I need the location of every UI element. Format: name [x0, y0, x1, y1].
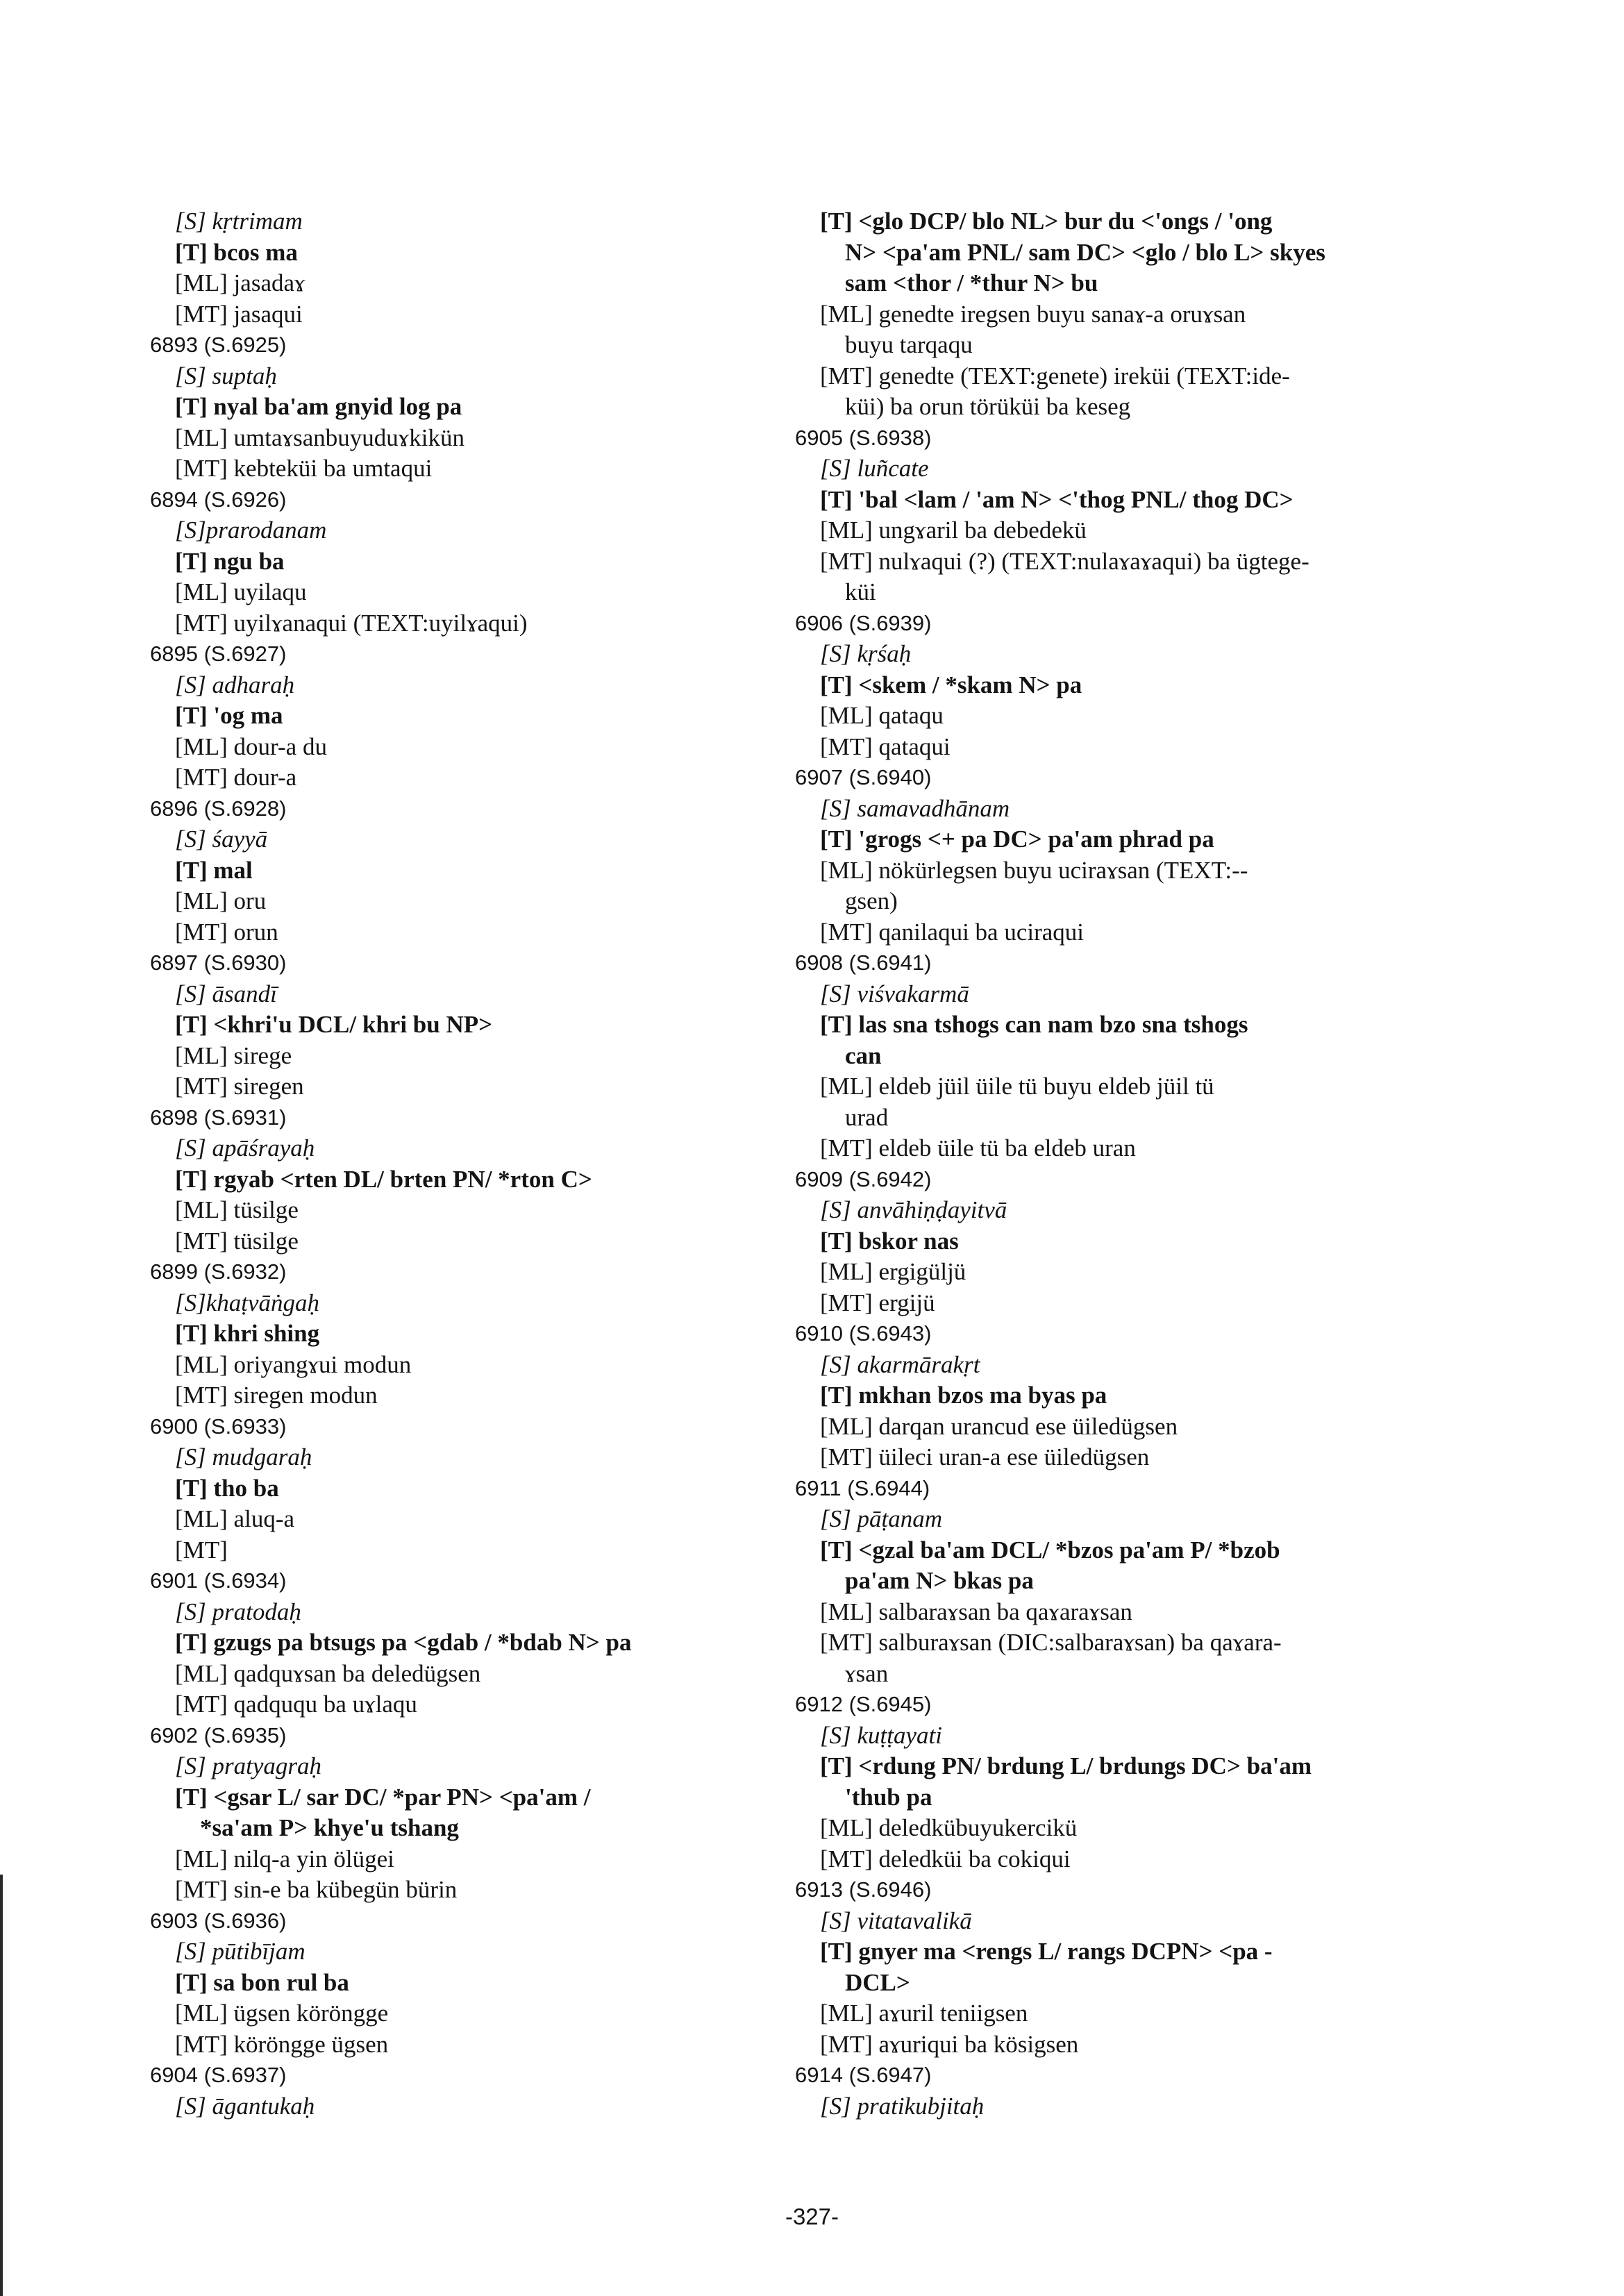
field-t: [T] nyal ba'am gnyid log pa: [175, 393, 462, 420]
entry-number: 6897 (S.6930): [150, 950, 287, 975]
field-mt: [MT] dour-a: [175, 764, 297, 791]
continuation-line: ɤsan: [845, 1659, 889, 1687]
field-s: [S] luñcate: [820, 455, 929, 482]
field-s: [S] samavadhānam: [820, 794, 1010, 822]
field-ml: [ML] aɤuril teniigsen: [820, 2000, 1028, 2027]
entry-number: 6896 (S.6928): [150, 796, 287, 821]
field-ml: [ML] nökürlegsen buyu uciraɤsan (TEXT:--: [820, 856, 1248, 884]
page-number: -327-: [785, 2204, 839, 2229]
field-ml: [ML] ergigüljü: [820, 1258, 966, 1285]
field-ml: [ML] oru: [175, 887, 267, 914]
field-t: [T] <skem / *skam N> pa: [820, 671, 1082, 698]
field-t: [T] mal: [175, 856, 253, 884]
field-ml: [ML] uyilaqu: [175, 578, 307, 605]
field-mt: [MT] qataqui: [820, 732, 951, 760]
field-t: [T] las sna tshogs can nam bzo sna tshogs: [820, 1011, 1248, 1038]
entry-number: 6899 (S.6932): [150, 1259, 287, 1284]
field-t: [T] <gsar L/ sar DC/ *par PN> <pa'am /: [175, 1783, 591, 1811]
field-t: [T] mkhan bzos ma byas pa: [820, 1382, 1107, 1409]
field-mt: [MT] deledküi ba cokiqui: [820, 1845, 1071, 1872]
field-s: [S] suptaḥ: [175, 362, 277, 389]
field-mt: [MT] üileci uran-a ese üiledügsen: [820, 1443, 1150, 1470]
field-t: [T] 'bal <lam / 'am N> <'thog PNL/ thog DC>: [820, 485, 1294, 513]
field-s: [S]prarodanam: [175, 517, 327, 544]
field-t: [T] <khri'u DCL/ khri bu NP>: [175, 1011, 493, 1038]
continuation-line: küi) ba orun törüküi ba keseg: [845, 393, 1131, 420]
field-mt: [MT] qadququ ba uɤlaqu: [175, 1691, 417, 1718]
continuation-line: urad: [845, 1103, 889, 1131]
field-ml: [ML] sirege: [175, 1041, 292, 1069]
field-s: [S] adharaḥ: [175, 671, 295, 698]
field-ml: [ML] genedte iregsen buyu sanaɤ-a oruɤsan: [820, 300, 1246, 328]
entry-number: 6894 (S.6926): [150, 487, 287, 512]
field-s: [S] apāśrayaḥ: [175, 1134, 315, 1162]
field-s: [S] kuṭṭayati: [820, 1721, 942, 1749]
entry-number: 6895 (S.6927): [150, 642, 287, 666]
field-s: [S] pūtibījam: [175, 1938, 305, 1965]
entry-number: 6902 (S.6935): [150, 1723, 287, 1748]
entry-number: 6913 (S.6946): [795, 1877, 932, 1902]
field-mt: [MT] siregen: [175, 1073, 304, 1100]
continuation-line: buyu tarqaqu: [845, 331, 973, 358]
field-s: [S] āgantukaḥ: [175, 2092, 315, 2120]
entry-number: 6912 (S.6945): [795, 1692, 932, 1716]
field-s: [S] akarmārakṛt: [820, 1350, 980, 1378]
field-mt: [MT] köröngge ügsen: [175, 2030, 389, 2058]
field-t: [T] gzugs pa btsugs pa <gdab / *bdab N> pa: [175, 1629, 632, 1656]
field-mt: [MT] uyilɤanaqui (TEXT:uyilɤaqui): [175, 609, 528, 637]
field-s: [S] vitatavalikā: [820, 1907, 972, 1934]
field-ml: [ML] jasadaɤ: [175, 269, 305, 296]
entry-number: 6906 (S.6939): [795, 610, 932, 635]
field-ml: [ML] darqan urancud ese üiledügsen: [820, 1412, 1178, 1440]
field-ml: [ML] eldeb jüil üile tü buyu eldeb jüil tü: [820, 1073, 1214, 1100]
field-ml: [ML] ungɤaril ba debedekü: [820, 517, 1087, 544]
field-s: [S] anvāhiṇḍayitvā: [820, 1196, 1007, 1223]
field-s: [S] pāṭanam: [820, 1505, 942, 1532]
field-mt: [MT] siregen modun: [175, 1382, 378, 1409]
field-ml: [ML] nilq-a yin ölügei: [175, 1845, 394, 1872]
field-t: [T] khri shing: [175, 1320, 320, 1347]
entry-number: 6910 (S.6943): [795, 1321, 932, 1346]
field-ml: [ML] ügsen köröngge: [175, 2000, 389, 2027]
field-t: [T] ngu ba: [175, 547, 285, 575]
entry-number: 6911 (S.6944): [795, 1475, 930, 1500]
field-mt: [MT] orun: [175, 918, 278, 946]
field-mt: [MT] tüsilge: [175, 1227, 299, 1255]
continuation-line: pa'am N> bkas pa: [845, 1567, 1034, 1594]
field-s: [S] mudgaraḥ: [175, 1443, 312, 1470]
continuation-line: küi: [845, 578, 876, 605]
field-t: [T] <gzal ba'am DCL/ *bzos pa'am P/ *bzob: [820, 1536, 1280, 1564]
field-t: [T] tho ba: [175, 1474, 279, 1502]
entry-number: 6903 (S.6936): [150, 1908, 287, 1933]
field-mt: [MT] nulɤaqui (?) (TEXT:nulaɤaɤaqui) ba ügtege-: [820, 547, 1309, 575]
field-t: [T] <glo DCP/ blo NL> bur du <'ongs / 'ong: [820, 208, 1273, 235]
entry-number: 6908 (S.6941): [795, 950, 932, 975]
continuation-line: sam <thor / *thur N> bu: [845, 269, 1098, 296]
entry-number: 6904 (S.6937): [150, 2063, 287, 2087]
continuation-line: can: [845, 1041, 882, 1069]
field-s: [S] viśvakarmā: [820, 980, 969, 1007]
field-mt: [MT] jasaqui: [175, 300, 303, 328]
field-s: [S] śayyā: [175, 826, 268, 853]
field-t: [T] sa bon rul ba: [175, 1968, 349, 1996]
entry-number: 6907 (S.6940): [795, 765, 932, 789]
field-mt: [MT] sin-e ba kübegün bürin: [175, 1876, 458, 1903]
field-mt: [MT] eldeb üile tü ba eldeb uran: [820, 1134, 1136, 1162]
continuation-line: N> <pa'am PNL/ sam DC> <glo / blo L> skyes: [845, 238, 1325, 266]
field-ml: [ML] qadquɤsan ba deledügsen: [175, 1659, 481, 1687]
field-t: [T] rgyab <rten DL/ brten PN/ *rton C>: [175, 1165, 592, 1193]
field-s: [S] pratodaḥ: [175, 1598, 301, 1625]
field-ml: [ML] tüsilge: [175, 1196, 299, 1223]
field-ml: [ML] oriyangɤui modun: [175, 1350, 412, 1378]
continuation-line: gsen): [845, 887, 898, 914]
field-mt: [MT] qanilaqui ba uciraqui: [820, 918, 1085, 946]
field-s: [S] āsandī: [175, 980, 277, 1007]
field-mt: [MT] ergijü: [820, 1289, 935, 1316]
field-ml: [ML] dour-a du: [175, 732, 327, 760]
field-mt: [MT] salburaɤsan (DIC:salbaraɤsan) ba qaɤara-: [820, 1629, 1282, 1656]
field-ml: [ML] deledkübuyukercikü: [820, 1814, 1078, 1841]
entry-number: 6909 (S.6942): [795, 1166, 932, 1191]
entry-number: 6900 (S.6933): [150, 1414, 287, 1439]
field-ml: [ML] umtaɤsanbuyuduɤkikün: [175, 424, 464, 451]
entry-number: 6898 (S.6931): [150, 1105, 287, 1130]
field-s: [S] pratikubjitaḥ: [820, 2092, 985, 2120]
continuation-line: 'thub pa: [845, 1783, 932, 1811]
field-mt: [MT] kebteküi ba umtaqui: [175, 455, 433, 482]
field-mt: [MT] genedte (TEXT:genete) ireküi (TEXT:ide-: [820, 362, 1290, 389]
field-t: [T] gnyer ma <rengs L/ rangs DCPN> <pa -: [820, 1938, 1273, 1965]
field-mt: [MT] aɤuriqui ba kösigsen: [820, 2030, 1079, 2058]
field-s: [S] kṛśaḥ: [820, 640, 912, 667]
field-s: [S] kṛtrimam: [175, 208, 303, 235]
field-t: [T] bskor nas: [820, 1227, 959, 1255]
field-s: [S] pratyagraḥ: [175, 1752, 321, 1779]
entry-number: 6893 (S.6925): [150, 333, 287, 357]
entry-number: 6901 (S.6934): [150, 1568, 287, 1593]
field-t: [T] 'og ma: [175, 702, 283, 729]
field-t: [T] 'grogs <+ pa DC> pa'am phrad pa: [820, 826, 1214, 853]
scan-edge-shadow: [0, 1875, 3, 2296]
entry-number: 6905 (S.6938): [795, 425, 932, 450]
field-ml: [ML] qataqu: [820, 702, 944, 729]
continuation-line: *sa'am P> khye'u tshang: [200, 1814, 459, 1841]
field-t: [T] bcos ma: [175, 238, 298, 266]
entry-number: 6914 (S.6947): [795, 2063, 932, 2087]
left-column: [150, 206, 775, 2122]
continuation-line: DCL>: [845, 1968, 910, 1996]
field-s: [S]khaṭvāṅgaḥ: [175, 1289, 320, 1316]
field-t: [T] <rdung PN/ brdung L/ brdungs DC> ba'am: [820, 1752, 1312, 1779]
field-ml: [ML] salbaraɤsan ba qaɤaraɤsan: [820, 1598, 1132, 1625]
field-ml: [ML] aluq-a: [175, 1505, 295, 1532]
right-column: [795, 206, 1434, 2122]
field-mt: [MT]: [175, 1536, 228, 1564]
